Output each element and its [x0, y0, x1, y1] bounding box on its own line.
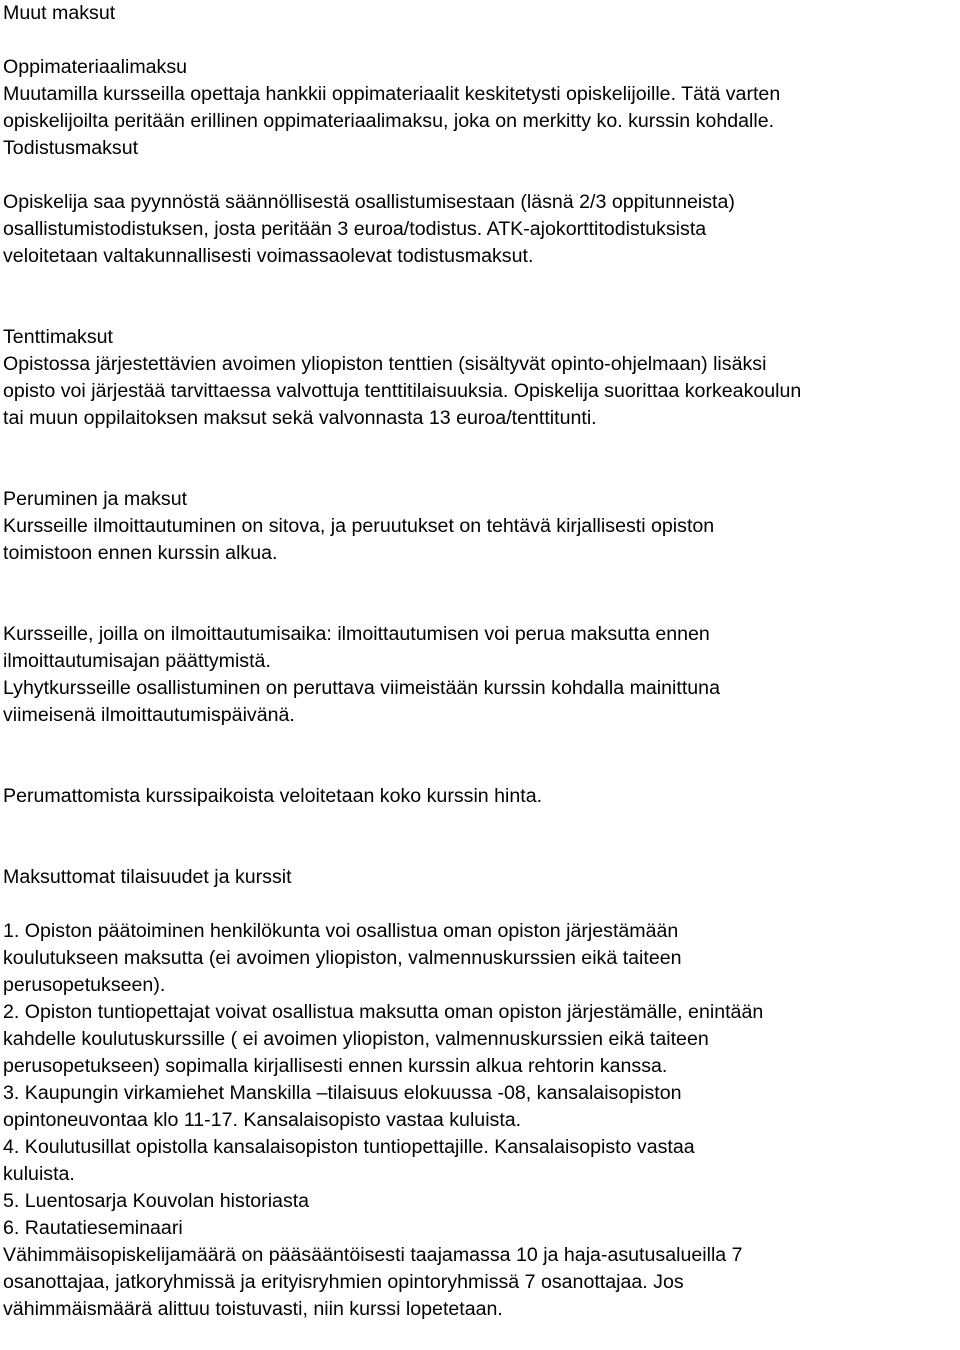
paragraph-gap: [3, 162, 958, 189]
paragraph-line: opisto voi järjestää tarvittaessa valvottuja tenttitilaisuuksia. Opiskelija suorittaa korkeakoulun: [3, 380, 802, 402]
paragraph-gap: [3, 297, 958, 324]
paragraph-line: Perumattomista kurssipaikoista veloitetaan koko kurssin hinta.: [3, 785, 543, 807]
paragraph-gap: [3, 270, 958, 297]
paragraph-gap: [3, 756, 958, 783]
list-item: 2. Opiston tuntiopettajat voivat osallistua maksutta oman opiston järjestämälle, enintään: [3, 1001, 764, 1023]
paragraph-line: opiskelijoilta peritään erillinen oppimateriaalimaksu, joka on merkitty ko. kurssin kohdalle.: [3, 110, 775, 132]
paragraph-gap: [3, 432, 958, 459]
paragraph-line: toimistoon ennen kurssin alkua.: [3, 542, 278, 564]
section-heading-oppimateriaalimaksu: Oppimateriaalimaksu: [3, 56, 188, 78]
paragraph-line: veloitetaan valtakunnallisesti voimassaolevat todistusmaksut.: [3, 245, 534, 267]
list-item: opintoneuvontaa klo 11-17. Kansalaisopisto vastaa kuluista.: [3, 1109, 522, 1131]
paragraph-gap: [3, 891, 958, 918]
paragraph-line: osallistumistodistuksen, josta peritään 3 euroa/todistus. ATK-ajokorttitodistuksista: [3, 218, 707, 240]
paragraph-gap: [3, 837, 958, 864]
list-item: 4. Koulutusillat opistolla kansalaisopiston tuntiopettajille. Kansalaisopisto vastaa: [3, 1136, 695, 1158]
paragraph-line: ilmoittautumisajan päättymistä.: [3, 650, 271, 672]
paragraph-line: Opistossa järjestettävien avoimen yliopiston tenttien (sisältyvät opinto-ohjelmaan) lisäksi: [3, 353, 767, 375]
paragraph-line: tai muun oppilaitoksen maksut sekä valvonnasta 13 euroa/tenttitunti.: [3, 407, 597, 429]
paragraph-line: Opiskelija saa pyynnöstä säännöllisestä osallistumisestaan (läsnä 2/3 oppitunneista): [3, 191, 735, 213]
list-item: koulutukseen maksutta (ei avoimen yliopiston, valmennuskurssien eikä taiteen: [3, 947, 682, 969]
list-item: perusopetukseen).: [3, 974, 166, 996]
paragraph-line: vähimmäismäärä alittuu toistuvasti, niin kurssi lopetetaan.: [3, 1298, 503, 1320]
paragraph-line: Kursseille, joilla on ilmoittautumisaika: ilmoittautumisen voi perua maksutta ennen: [3, 623, 710, 645]
section-heading-maksuttomat: Maksuttomat tilaisuudet ja kurssit: [3, 866, 292, 888]
paragraph-line: Vähimmäisopiskelijamäärä on pääsääntöisesti taajamassa 10 ja haja-asutusalueilla 7: [3, 1244, 743, 1266]
list-item: 3. Kaupungin virkamiehet Manskilla –tilaisuus elokuussa -08, kansalaisopiston: [3, 1082, 682, 1104]
paragraph-gap: [3, 729, 958, 756]
list-item: perusopetukseen) sopimalla kirjallisesti ennen kurssin alkua rehtorin kanssa.: [3, 1055, 668, 1077]
paragraph-line: osanottajaa, jatkoryhmissä ja erityisryhmien opintoryhmissä 7 osanottajaa. Jos: [3, 1271, 684, 1293]
document-page: [3, 0, 958, 1323]
paragraph-gap: [3, 567, 958, 594]
paragraph-line: Muutamilla kursseilla opettaja hankkii oppimateriaalit keskitetysti opiskelijoille. Tätä varten: [3, 83, 781, 105]
section-heading-tenttimaksut: Tenttimaksut: [3, 326, 113, 348]
paragraph-line: Lyhytkursseille osallistuminen on peruttava viimeistään kurssin kohdalla mainittuna: [3, 677, 720, 699]
paragraph-line: viimeisenä ilmoittautumispäivänä.: [3, 704, 295, 726]
list-item: 5. Luentosarja Kouvolan historiasta: [3, 1190, 310, 1212]
paragraph-gap: [3, 459, 958, 486]
section-heading-muut-maksut: Muut maksut: [3, 2, 116, 24]
list-item: kuluista.: [3, 1163, 75, 1185]
paragraph-gap: [3, 810, 958, 837]
paragraph-gap: [3, 27, 958, 54]
section-heading-todistusmaksut: Todistusmaksut: [3, 137, 139, 159]
section-heading-peruminen: Peruminen ja maksut: [3, 488, 188, 510]
paragraph-gap: [3, 594, 958, 621]
list-item: 6. Rautatieseminaari: [3, 1217, 183, 1239]
list-item: kahdelle koulutuskurssille ( ei avoimen yliopiston, valmennuskurssien eikä taiteen: [3, 1028, 709, 1050]
list-item: 1. Opiston päätoiminen henkilökunta voi osallistua oman opiston järjestämään: [3, 920, 679, 942]
paragraph-line: Kursseille ilmoittautuminen on sitova, ja peruutukset on tehtävä kirjallisesti opiston: [3, 515, 715, 537]
